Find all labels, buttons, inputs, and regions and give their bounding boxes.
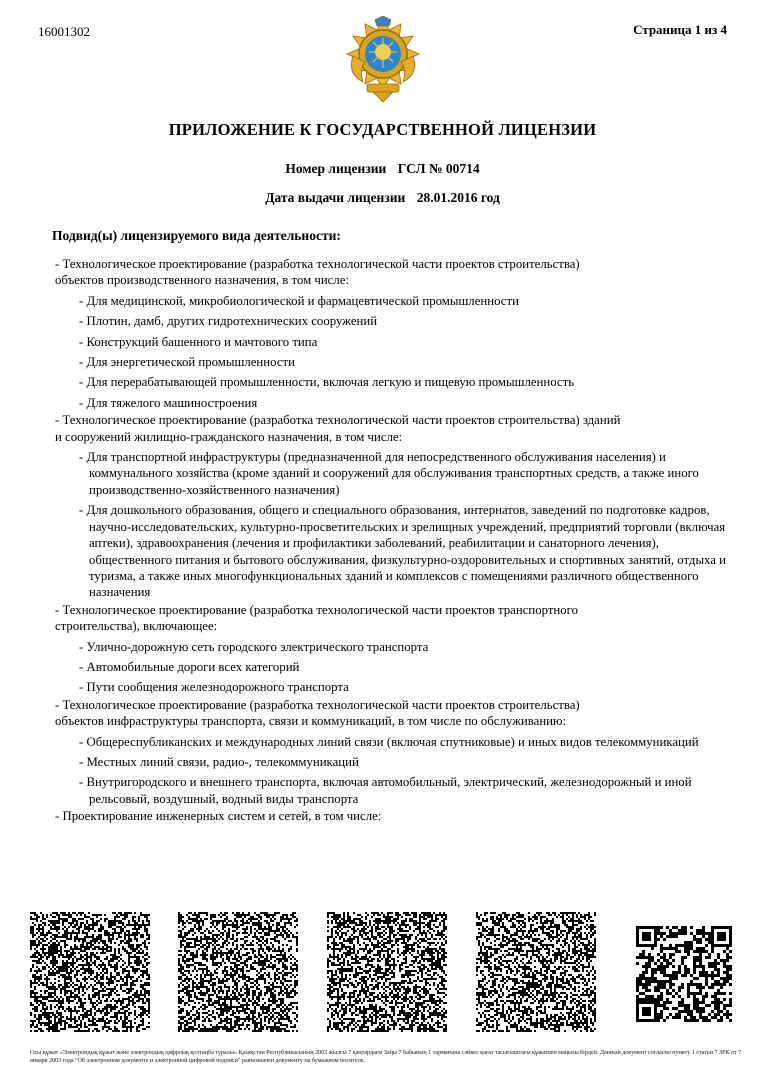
- license-number-row: [0, 161, 765, 177]
- activity-category: [55, 697, 745, 730]
- qr-code-icon: [476, 912, 596, 1032]
- category-line-1: - Проектирование инженерных систем и сетей, в том числе:: [55, 809, 382, 824]
- issue-date-row: [0, 190, 765, 206]
- category-line-1: - Технологическое проектирование (разработка технологической части проектов строительства) зданий: [55, 413, 621, 428]
- activity-subitem: - Конструкций башенного и мачтового типа: [79, 334, 318, 349]
- legal-footer: Осы құжат «Электрондық құжат және электрондық цифрлық қолтаңба туралы» Қазақстан Республикасының 2003 жылғы 7 қаңтардағы Заңы 7 бабының 1 тармағына сәйкес қағаз тасығыштағы құжатпен маңызы бірдей. Данный документ согласно пункту 1 статьи 7 ЗРК от 7 января 2003 года "Об электронном документе и электронной цифровой подписи" равнозначен документу на бумажном носителе.: [30, 1049, 742, 1065]
- category-line-2: объектов инфраструктуры транспорта, связи и коммуникаций, в том числе по обслуживанию:: [55, 714, 567, 729]
- activity-list: [55, 255, 745, 825]
- category-line-1: - Технологическое проектирование (разработка технологической части проектов транспортного: [55, 602, 578, 617]
- activity-subitem: - Улично-дорожную сеть городского электрического транспорта: [79, 639, 429, 654]
- activity-subitem: - Для медицинской, микробиологической и фармацевтической промышленности: [79, 293, 519, 308]
- subtitle: Подвид(ы) лицензируемого вида деятельности:: [52, 228, 341, 243]
- category-line-1: - Технологическое проектирование (разработка технологической части проектов строительства): [55, 697, 580, 712]
- category-line-2: объектов производственного назначения, в том числе:: [55, 273, 349, 288]
- document-title: ПРИЛОЖЕНИЕ К ГОСУДАРСТВЕННОЙ ЛИЦЕНЗИИ: [168, 120, 597, 139]
- category-line-2: строительства), включающее:: [55, 619, 218, 634]
- activity-subitem: - Для перерабатывающей промышленности, включая легкую и пищевую промышленность: [79, 375, 575, 390]
- qr-code-icon: [636, 926, 732, 1022]
- activity-subitem: - Для энергетической промышленности: [79, 355, 295, 370]
- qr-code-row: [30, 912, 740, 1032]
- document-number: 16001302: [38, 24, 90, 39]
- activity-category: [55, 808, 745, 824]
- activity-subitem: - Пути сообщения железнодорожного транспорта: [79, 680, 349, 695]
- activity-category: [55, 602, 745, 635]
- activity-subitem: - Автомобильные дороги всех категорий: [79, 659, 300, 674]
- activity-subitem: - Местных линий связи, радио-, телекоммуникаций: [79, 754, 359, 769]
- qr-code-icon: [30, 912, 150, 1032]
- license-number-value: ГСЛ № 00714: [397, 161, 480, 176]
- activity-subitem: - Плотин, дамб, других гидротехнических сооружений: [79, 314, 378, 329]
- page-indicator: Страница 1 из 4: [633, 22, 727, 37]
- activity-category: [55, 256, 745, 289]
- activity-subitem: - Внутригородского и внешнего транспорта, включая автомобильный, электрический, железнодорожный и иной рельсовый, воздушный, водный виды транспорта: [79, 775, 692, 806]
- activity-subitem: - Общереспубликанских и международных линий связи (включая спутниковые) и иных видов телекоммуникаций: [79, 734, 699, 749]
- issue-date-value: 28.01.2016 год: [416, 190, 500, 205]
- license-number-label: Номер лицензии: [285, 161, 387, 176]
- state-emblem-icon: [345, 16, 421, 102]
- activity-subitem: - Для дошкольного образования, общего и специального образования, интернатов, заведений по подготовке кадров, научно-исследовательских, культурно-просветительских и зрелищных учреждений, предприятий торговли (включая аптеки), здравоохранения (лечения и профилактики заболеваний, реабилитации и санаторного лечения), общественного питания и бытового обслуживания, физкультурно-оздоровительных и спортивных занятий, отдыха и туризма, а также иных многофункциональных зданий и комплексов с помещениями различного общественного назначения: [79, 503, 726, 600]
- issue-date-label: Дата выдачи лицензии: [265, 190, 406, 205]
- activity-subitem: - Для транспортной инфраструктуры (предназначенной для непосредственного обслуживания населения) и коммунального хозяйства (кроме зданий и сооружений для обслуживания транспортных средств, а также иного производственно-хозяйственного назначения): [79, 450, 699, 497]
- qr-code-icon: [178, 912, 298, 1032]
- activity-category: [55, 412, 745, 445]
- qr-code-icon: [327, 912, 447, 1032]
- activity-subitem: - Для тяжелого машиностроения: [79, 395, 258, 410]
- category-line-2: и сооружений жилищно-гражданского назначения, в том числе:: [55, 429, 403, 444]
- category-line-1: - Технологическое проектирование (разработка технологической части проектов строительства): [55, 257, 580, 271]
